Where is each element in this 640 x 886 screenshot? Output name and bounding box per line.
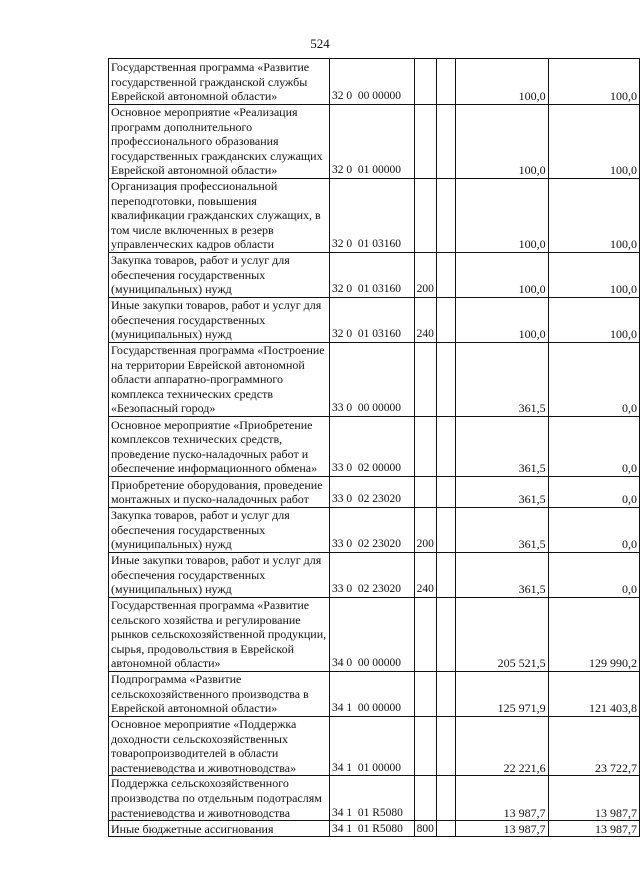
- row-empty-cell: [436, 297, 455, 342]
- table-row: [109, 821, 640, 837]
- row-value-2: 100,0: [548, 252, 639, 297]
- row-value-1: 361,5: [455, 416, 548, 476]
- row-empty-cell: [436, 597, 455, 671]
- row-name: Основное мероприятие «Поддержка доходности сельскохозяйственных товаропроизводителей в области растениеводства и животноводства»: [109, 716, 330, 775]
- table-row: [109, 105, 640, 179]
- row-code: 33 0 02 23020: [329, 552, 414, 597]
- row-value-2: 13 987,7: [548, 821, 639, 837]
- row-expense-type: 200: [414, 507, 436, 552]
- row-expense-type: 240: [414, 297, 436, 342]
- row-expense-type: 800: [414, 821, 436, 837]
- row-expense-type: [414, 671, 436, 716]
- row-value-1: 361,5: [455, 476, 548, 507]
- budget-table-body: [109, 59, 640, 837]
- row-code: 34 1 01 R5080: [329, 776, 414, 821]
- table-row: [109, 416, 640, 476]
- row-value-1: 125 971,9: [455, 671, 548, 716]
- row-expense-type: [414, 476, 436, 507]
- row-value-1: 22 221,6: [455, 716, 548, 775]
- table-row: [109, 597, 640, 671]
- row-code: 33 0 00 00000: [329, 342, 414, 416]
- row-value-1: 13 987,7: [455, 776, 548, 821]
- row-expense-type: [414, 105, 436, 179]
- row-code: 33 0 02 23020: [329, 476, 414, 507]
- row-value-2: 0,0: [548, 342, 639, 416]
- row-name: Организация профессиональной переподготовки, повышения квалификации гражданских служащих, в том числе включенных в резерв управленческих кадров области: [109, 178, 330, 252]
- row-code: 32 0 01 03160: [329, 252, 414, 297]
- row-expense-type: [414, 178, 436, 252]
- row-value-1: 361,5: [455, 342, 548, 416]
- row-value-1: 100,0: [455, 59, 548, 105]
- row-name: Иные закупки товаров, работ и услуг для обеспечения государственных (муниципальных) нужд: [109, 297, 330, 342]
- row-value-2: 100,0: [548, 297, 639, 342]
- row-value-1: 100,0: [455, 178, 548, 252]
- table-row: [109, 342, 640, 416]
- table-row: [109, 59, 640, 105]
- row-empty-cell: [436, 507, 455, 552]
- row-value-2: 100,0: [548, 178, 639, 252]
- row-empty-cell: [436, 252, 455, 297]
- row-name: Закупка товаров, работ и услуг для обеспечения государственных (муниципальных) нужд: [109, 507, 330, 552]
- row-name: Государственная программа «Развитие государственной гражданской службы Еврейской автономной области»: [109, 59, 330, 105]
- page-number: 524: [310, 36, 330, 51]
- row-expense-type: 200: [414, 252, 436, 297]
- row-value-1: 361,5: [455, 507, 548, 552]
- row-name: Подпрограмма «Развитие сельскохозяйственного производства в Еврейской автономной области»: [109, 671, 330, 716]
- row-name: Закупка товаров, работ и услуг для обеспечения государственных (муниципальных) нужд: [109, 252, 330, 297]
- row-code: 32 0 01 00000: [329, 105, 414, 179]
- row-expense-type: 240: [414, 552, 436, 597]
- row-value-1: 13 987,7: [455, 821, 548, 837]
- row-code: 33 0 02 23020: [329, 507, 414, 552]
- row-expense-type: [414, 597, 436, 671]
- row-code: 32 0 01 03160: [329, 297, 414, 342]
- table-row: [109, 776, 640, 821]
- table-row: [109, 476, 640, 507]
- row-empty-cell: [436, 178, 455, 252]
- row-name: Иные бюджетные ассигнования: [109, 821, 330, 837]
- row-name: Приобретение оборудования, проведение монтажных и пуско-наладочных работ: [109, 476, 330, 507]
- row-value-1: 100,0: [455, 252, 548, 297]
- row-value-2: 0,0: [548, 507, 639, 552]
- row-name: Государственная программа «Построение на территории Еврейской автономной области аппаратно-программного комплекса технических средств «Безопасный город»: [109, 342, 330, 416]
- row-empty-cell: [436, 476, 455, 507]
- table-row: [109, 252, 640, 297]
- row-expense-type: [414, 416, 436, 476]
- table-row: [109, 507, 640, 552]
- row-code: 34 0 00 00000: [329, 597, 414, 671]
- row-empty-cell: [436, 552, 455, 597]
- row-expense-type: [414, 342, 436, 416]
- row-value-2: 0,0: [548, 552, 639, 597]
- row-value-2: 23 722,7: [548, 716, 639, 775]
- table-row: [109, 552, 640, 597]
- row-code: 34 1 00 00000: [329, 671, 414, 716]
- row-value-2: 121 403,8: [548, 671, 639, 716]
- row-value-1: 100,0: [455, 297, 548, 342]
- row-value-2: 0,0: [548, 416, 639, 476]
- row-value-2: 100,0: [548, 59, 639, 105]
- budget-table: [108, 58, 640, 837]
- row-empty-cell: [436, 416, 455, 476]
- row-value-2: 100,0: [548, 105, 639, 179]
- row-value-1: 100,0: [455, 105, 548, 179]
- row-empty-cell: [436, 821, 455, 837]
- row-value-2: 0,0: [548, 476, 639, 507]
- row-empty-cell: [436, 776, 455, 821]
- row-name: Иные закупки товаров, работ и услуг для обеспечения государственных (муниципальных) нужд: [109, 552, 330, 597]
- row-empty-cell: [436, 59, 455, 105]
- row-expense-type: [414, 716, 436, 775]
- row-expense-type: [414, 59, 436, 105]
- row-empty-cell: [436, 105, 455, 179]
- row-code: 32 0 00 00000: [329, 59, 414, 105]
- row-expense-type: [414, 776, 436, 821]
- table-row: [109, 716, 640, 775]
- row-code: 34 1 01 00000: [329, 716, 414, 775]
- table-row: [109, 178, 640, 252]
- row-name: Государственная программа «Развитие сельского хозяйства и регулирование рынков сельскохозяйственной продукции, сырья, продовольствия в Еврейской автономной области»: [109, 597, 330, 671]
- row-value-2: 13 987,7: [548, 776, 639, 821]
- row-name: Основное мероприятие «Реализация программ дополнительного профессионального образования государственных гражданских служащих Еврейской автономной области»: [109, 105, 330, 179]
- row-name: Основное мероприятие «Приобретение комплексов технических средств, проведение пуско-наладочных работ и обеспечение информационного обмена»: [109, 416, 330, 476]
- row-empty-cell: [436, 342, 455, 416]
- table-row: [109, 671, 640, 716]
- row-code: 34 1 01 R5080: [329, 821, 414, 837]
- row-value-2: 129 990,2: [548, 597, 639, 671]
- row-value-1: 361,5: [455, 552, 548, 597]
- row-name: Поддержка сельскохозяйственного производства по отдельным подотраслям растениеводства и животноводства: [109, 776, 330, 821]
- row-value-1: 205 521,5: [455, 597, 548, 671]
- row-code: 32 0 01 03160: [329, 178, 414, 252]
- table-row: [109, 297, 640, 342]
- row-code: 33 0 02 00000: [329, 416, 414, 476]
- row-empty-cell: [436, 671, 455, 716]
- row-empty-cell: [436, 716, 455, 775]
